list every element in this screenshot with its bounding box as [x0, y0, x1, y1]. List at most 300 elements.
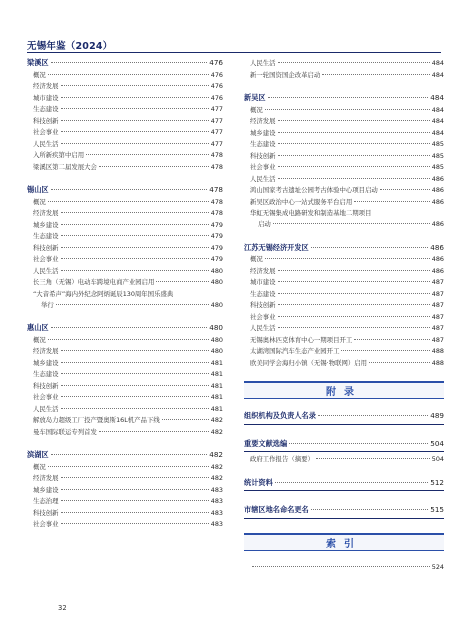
- toc-entry[interactable]: [27, 254, 223, 266]
- page-ref: 476: [210, 82, 223, 90]
- leader-dots: [162, 419, 209, 420]
- leader-dots: [48, 466, 209, 467]
- toc-entry[interactable]: [244, 197, 444, 209]
- toc-entry[interactable]: [244, 266, 444, 278]
- toc-entry[interactable]: [27, 369, 223, 381]
- leader-dots: [61, 235, 209, 236]
- section-title: 新吴区: [244, 93, 266, 102]
- page-ref: 486: [431, 220, 444, 228]
- page-ref: 487: [431, 278, 444, 286]
- toc-section: [27, 185, 223, 311]
- page-ref: 477: [210, 139, 223, 148]
- section-title: 梁溪区: [27, 58, 49, 67]
- entry-label: 经济发展: [33, 347, 59, 355]
- toc-entry-continued[interactable]: [244, 219, 444, 231]
- page-ref: 483: [210, 497, 223, 505]
- section-title: 组织机构及负责人名录: [244, 411, 316, 420]
- leader-dots: [268, 97, 429, 98]
- toc-entry-multiline[interactable]: 华虹无锡集成电路研发和制造基地二期项目: [250, 209, 372, 217]
- section-gap: [244, 521, 444, 533]
- page-ref: 483: [210, 485, 223, 494]
- entry-label: 概况: [33, 70, 46, 79]
- entry-label: 长三角（无锡）电动车跨境电商产业园启用: [33, 278, 155, 286]
- toc-entry[interactable]: [27, 335, 223, 347]
- page-ref: 486: [431, 197, 444, 206]
- leader-dots: [61, 108, 209, 109]
- page-number: 32: [58, 604, 67, 612]
- page-ref: 487: [431, 289, 444, 298]
- leader-dots: [354, 339, 430, 340]
- entry-label: 社会事业: [33, 520, 59, 528]
- leader-dots: [278, 62, 430, 63]
- toc-entry[interactable]: [27, 231, 223, 243]
- section-heading[interactable]: [27, 450, 223, 462]
- leader-dots: [61, 143, 209, 144]
- entry-label: 城乡建设: [250, 128, 276, 137]
- leader-dots: [56, 304, 209, 305]
- leader-dots: [51, 327, 208, 328]
- entry-label: 欧美同学会海归小镇（无锡·物联网）启用: [250, 358, 368, 367]
- leader-dots: [278, 155, 430, 156]
- section-gap: [244, 427, 444, 439]
- toc-entry[interactable]: [27, 346, 223, 358]
- section-rule: [244, 424, 444, 425]
- leader-dots: [61, 85, 209, 86]
- page-ref: 481: [210, 358, 223, 367]
- page-ref: 483: [210, 508, 223, 517]
- section-heading[interactable]: [244, 93, 444, 105]
- leader-dots: [61, 489, 209, 490]
- toc-entry[interactable]: [244, 105, 444, 117]
- page-ref: 488: [431, 358, 444, 367]
- entry-label: 社会事业: [33, 128, 59, 136]
- section-title: 重要文献选编: [244, 438, 288, 448]
- leader-dots: [278, 143, 430, 144]
- leader-dots: [61, 247, 209, 248]
- entry-label: 人民生活: [250, 324, 276, 332]
- page-ref: 487: [431, 301, 444, 309]
- page-ref: 480: [210, 278, 223, 286]
- entry-label: 生态建设: [250, 140, 276, 148]
- leader-dots: [51, 62, 208, 63]
- section-gap: [244, 369, 444, 381]
- section-heading[interactable]: [244, 243, 444, 255]
- toc-entry[interactable]: [27, 127, 223, 139]
- entry-label: 新一轮国资国企改革启动: [250, 70, 321, 79]
- page-ref: 476: [210, 93, 223, 102]
- page-ref: 484: [431, 70, 444, 79]
- section-gap: [27, 311, 223, 323]
- leader-dots: [61, 350, 209, 351]
- leader-dots: [278, 132, 430, 133]
- page-ref: 481: [210, 370, 223, 378]
- page-ref: 512: [430, 477, 444, 487]
- page-ref: 479: [210, 255, 223, 263]
- page-ref: 485: [431, 151, 444, 160]
- section-gap: [244, 231, 444, 243]
- leader-dots: [278, 304, 430, 305]
- leader-dots: [278, 293, 430, 294]
- entry-label: 经济发展: [33, 82, 59, 90]
- leader-dots: [278, 166, 430, 167]
- page-ref: 477: [210, 105, 223, 113]
- section-heading[interactable]: [244, 411, 444, 423]
- leader-dots: [278, 327, 430, 328]
- leader-dots: [156, 281, 208, 282]
- entry-label: 入所新疾第中启用: [33, 151, 85, 159]
- toc-section: [27, 323, 223, 438]
- page-ref: 485: [431, 140, 444, 148]
- toc-entry[interactable]: [27, 70, 223, 82]
- page-ref: 488: [431, 347, 444, 355]
- toc-entry[interactable]: [27, 277, 223, 289]
- page-ref: 478: [210, 162, 223, 171]
- entry-label: 概况: [250, 255, 263, 263]
- appendix-banner: 附录: [244, 381, 444, 399]
- entry-label: 人民生活: [33, 266, 59, 275]
- toc-entry[interactable]: [27, 243, 223, 255]
- leader-dots: [61, 131, 209, 132]
- toc-entry[interactable]: [27, 358, 223, 370]
- leader-dots: [86, 154, 209, 155]
- leader-dots: [380, 189, 430, 190]
- toc-entry[interactable]: [244, 128, 444, 140]
- toc-entry[interactable]: [244, 323, 444, 335]
- leader-dots: [61, 212, 209, 213]
- toc-entry[interactable]: [244, 277, 444, 289]
- leader-dots: [99, 431, 209, 432]
- toc-entry[interactable]: [244, 116, 444, 128]
- entry-label: 经济发展: [250, 266, 276, 275]
- page-ref: 480: [210, 347, 223, 355]
- toc-entry[interactable]: [27, 116, 223, 128]
- section-title: 统计资料: [244, 477, 273, 487]
- page-ref: 483: [210, 520, 223, 528]
- entry-label: 科技创新: [250, 151, 276, 160]
- entry-label: 新吴区政治中心一站式服务平台启用: [250, 197, 353, 206]
- toc-entry[interactable]: [244, 346, 444, 358]
- page-ref: 487: [431, 312, 444, 321]
- section-rule: [244, 490, 444, 491]
- page-ref: 481: [210, 404, 223, 413]
- page-ref: 477: [210, 116, 223, 125]
- leader-dots: [51, 189, 208, 190]
- page-ref: 482: [210, 416, 223, 424]
- entry-label: 人民生活: [250, 59, 276, 67]
- page-ref: 481: [210, 393, 223, 401]
- leader-dots: [273, 223, 430, 224]
- leader-dots: [61, 500, 209, 501]
- page-ref: 486: [431, 186, 444, 194]
- leader-dots: [369, 362, 430, 363]
- entry-label: 经济发展: [33, 209, 59, 217]
- toc-entry[interactable]: [27, 93, 223, 105]
- entry-label: 曼车国际联运专列首发: [33, 427, 97, 436]
- section-title: 滨湖区: [27, 450, 49, 459]
- page-ref: 479: [210, 220, 223, 229]
- page-ref: 476: [209, 58, 223, 67]
- entry-label: 社会事业: [33, 255, 59, 263]
- leader-dots: [61, 373, 209, 374]
- toc-entry[interactable]: [244, 454, 444, 466]
- index-banner: 索引: [244, 533, 444, 551]
- page-ref: 478: [210, 197, 223, 206]
- toc-right-column: [244, 58, 444, 574]
- entry-label: 社会事业: [250, 312, 276, 321]
- appendix-section: [244, 439, 444, 466]
- entry-label: 城市建设: [33, 93, 59, 102]
- toc-entry[interactable]: [27, 150, 223, 162]
- toc-entry[interactable]: [27, 496, 223, 508]
- toc-entry[interactable]: [244, 185, 444, 197]
- page-ref: 480: [210, 300, 223, 309]
- entry-label: 科技创新: [33, 381, 59, 390]
- leader-dots: [61, 258, 209, 259]
- section-title: 市辖区地名命名更名: [244, 505, 309, 514]
- leader-dots: [278, 178, 430, 179]
- toc-entry[interactable]: [27, 266, 223, 278]
- page-ref: 486: [431, 174, 444, 183]
- entry-label: 城乡建设: [33, 220, 59, 229]
- page-ref: 479: [210, 243, 223, 252]
- section-rule: [244, 518, 444, 519]
- section-heading[interactable]: [244, 478, 444, 490]
- section-heading[interactable]: [244, 439, 444, 451]
- toc-entry[interactable]: [244, 139, 444, 151]
- toc-entry[interactable]: [27, 519, 223, 531]
- page-ref: 484: [431, 128, 444, 137]
- page-ref: 482: [210, 462, 223, 471]
- page-ref: 504: [430, 438, 444, 448]
- toc-entry[interactable]: [244, 58, 444, 70]
- section-heading[interactable]: [27, 185, 223, 197]
- section-title: 江苏无锡经济开发区: [244, 242, 309, 252]
- toc-entry[interactable]: [244, 151, 444, 163]
- leader-dots: [48, 201, 209, 202]
- toc-entry-continued[interactable]: [27, 300, 223, 312]
- toc-entry[interactable]: [244, 335, 444, 347]
- entry-label: 经济发展: [33, 474, 59, 482]
- appendix-section: [244, 478, 444, 492]
- leader-dots: [311, 509, 429, 510]
- leader-dots: [61, 270, 209, 271]
- appendix-section: [244, 505, 444, 519]
- toc-entry[interactable]: [27, 473, 223, 485]
- leader-dots: [61, 362, 209, 363]
- page-ref: 484: [431, 117, 444, 125]
- leader-dots: [48, 339, 209, 340]
- toc-entry[interactable]: [27, 462, 223, 474]
- section-gap: [244, 81, 444, 93]
- page-ref: 482: [209, 450, 223, 459]
- entry-label: 人民生活: [33, 404, 59, 413]
- entry-label: 科技创新: [33, 116, 59, 125]
- leader-dots: [318, 415, 428, 416]
- leader-dots: [265, 258, 430, 259]
- entry-label: 无锡奥林匹克体育中心一期项目开工: [250, 335, 353, 344]
- section-gap: [27, 173, 223, 185]
- entry-label: 城乡建设: [33, 485, 59, 494]
- page-ref: 485: [431, 163, 444, 171]
- leader-dots: [316, 458, 430, 459]
- toc-entry[interactable]: [27, 404, 223, 416]
- entry-label: 科技创新: [250, 301, 276, 309]
- page-ref: 480: [209, 323, 223, 332]
- page-ref: 486: [431, 266, 444, 275]
- leader-dots: [61, 385, 209, 386]
- leader-dots: [61, 396, 209, 397]
- entry-label: 生态建设: [33, 232, 59, 240]
- entry-label: 科技创新: [33, 508, 59, 517]
- entry-label: 概况: [33, 335, 46, 344]
- page-ref: 504: [431, 455, 444, 463]
- entry-label: 城乡建设: [33, 358, 59, 367]
- index-entry[interactable]: [244, 563, 444, 575]
- toc-entry[interactable]: [244, 289, 444, 301]
- toc-entry[interactable]: [27, 208, 223, 220]
- entry-label: 城市建设: [250, 278, 276, 286]
- page-ref: 484: [431, 105, 444, 114]
- section-heading[interactable]: [27, 58, 223, 70]
- toc-entry[interactable]: [244, 70, 444, 82]
- page-ref: 486: [431, 255, 444, 263]
- section-gap: [244, 399, 444, 411]
- page-ref: 482: [210, 427, 223, 436]
- page-ref: 478: [210, 209, 223, 217]
- toc-entry[interactable]: [27, 220, 223, 232]
- toc-section: [27, 450, 223, 531]
- toc-entry[interactable]: [27, 415, 223, 427]
- section-gap: [27, 438, 223, 450]
- toc-entry[interactable]: [27, 81, 223, 93]
- entry-label: 鸿山国家考古遗址公园考古体验中心项目启动: [250, 186, 378, 194]
- leader-dots: [289, 443, 428, 444]
- entry-label: 生态建设: [33, 370, 59, 378]
- page-ref: 478: [210, 151, 223, 159]
- entry-label: 人民生活: [250, 174, 276, 183]
- toc-entry[interactable]: [244, 358, 444, 370]
- toc-entry[interactable]: [27, 485, 223, 497]
- leader-dots: [278, 281, 430, 282]
- section-heading[interactable]: [244, 505, 444, 517]
- leader-dots: [341, 350, 429, 351]
- toc-entry[interactable]: [244, 254, 444, 266]
- page-ref: 515: [430, 505, 444, 514]
- toc-entry[interactable]: [27, 162, 223, 174]
- entry-label: 人民生活: [33, 139, 59, 148]
- leader-dots: [322, 74, 430, 75]
- toc-entry[interactable]: [244, 312, 444, 324]
- toc-entry[interactable]: [27, 427, 223, 439]
- header-rule: [27, 52, 441, 53]
- toc-entry[interactable]: [27, 197, 223, 209]
- section-rule: [244, 451, 444, 452]
- leader-dots: [311, 247, 429, 248]
- leader-dots: [275, 482, 429, 483]
- entry-label: 社会事业: [250, 163, 276, 171]
- leader-dots: [278, 316, 430, 317]
- entry-label: 社会事业: [33, 393, 59, 401]
- toc-entry[interactable]: [244, 174, 444, 186]
- page-ref: 480: [210, 266, 223, 275]
- section-gap: [244, 493, 444, 505]
- leader-dots: [354, 201, 430, 202]
- leader-dots: [61, 512, 209, 513]
- entry-label: 概况: [250, 105, 263, 114]
- entry-label: 概况: [33, 462, 46, 471]
- leader-dots: [278, 270, 430, 271]
- appendix-section: [244, 411, 444, 425]
- leader-dots: [61, 120, 209, 121]
- entry-label: 解放岛力超级工厂投产暨奥斯16L机产品下线: [33, 416, 160, 424]
- toc-section: [27, 58, 223, 173]
- leader-dots: [61, 97, 209, 98]
- header-title: 无锡年鉴（2024）: [27, 41, 113, 52]
- entry-label: 生态建设: [250, 289, 276, 298]
- entry-label: 举行: [41, 300, 54, 309]
- page-ref: 484: [430, 93, 444, 102]
- page-ref: 486: [430, 242, 444, 252]
- page-ref: 487: [431, 335, 444, 344]
- entry-label: 启动: [258, 220, 271, 228]
- toc-entry[interactable]: [27, 392, 223, 404]
- page-ref: 476: [210, 70, 223, 79]
- leader-dots: [61, 523, 209, 524]
- section-heading[interactable]: [27, 323, 223, 335]
- toc-entry[interactable]: [27, 508, 223, 520]
- toc-left-column: [27, 58, 223, 531]
- section-title: 锡山区: [27, 185, 49, 194]
- leader-dots: [51, 454, 208, 455]
- page-ref: 480: [210, 335, 223, 344]
- entry-label: 生态建设: [33, 105, 59, 113]
- section-gap: [244, 551, 444, 563]
- page-ref: 484: [431, 59, 444, 67]
- toc-entry[interactable]: [27, 139, 223, 151]
- page-ref: 489: [430, 411, 444, 420]
- page-ref: 482: [210, 474, 223, 482]
- page-ref: 479: [210, 232, 223, 240]
- section-gap: [244, 466, 444, 478]
- entry-label: 科技创新: [33, 243, 59, 252]
- entry-label: 政府工作报告（摘要）: [250, 455, 314, 463]
- entry-label: 太湖湾国际汽车生态产业园开工: [250, 347, 340, 355]
- page-ref: 477: [210, 128, 223, 136]
- leader-dots: [61, 408, 209, 409]
- toc-entry[interactable]: [27, 104, 223, 116]
- toc-section: [244, 243, 444, 370]
- page-ref: 481: [210, 381, 223, 390]
- entry-label: 经济发展: [250, 117, 276, 125]
- leader-dots: [265, 109, 430, 110]
- entry-label: 生态治理: [33, 497, 59, 505]
- leader-dots: [61, 224, 209, 225]
- toc-entry[interactable]: [244, 162, 444, 174]
- leader-dots: [278, 120, 430, 121]
- leader-dots: [99, 166, 209, 167]
- page-ref: 524: [431, 562, 444, 571]
- toc-entry[interactable]: [27, 381, 223, 393]
- toc-section: [244, 93, 444, 231]
- section-title: 惠山区: [27, 323, 49, 332]
- toc-entry-multiline[interactable]: “大音希声”海内外纪念阿炳诞辰130周年国乐盛典: [33, 289, 174, 298]
- page-ref: 478: [209, 185, 223, 194]
- entry-label: 梁溪区第二届发展大会: [33, 162, 97, 171]
- toc-entry[interactable]: [244, 300, 444, 312]
- leader-dots: [61, 477, 209, 478]
- leader-dots: [48, 74, 209, 75]
- entry-label: 概况: [33, 197, 46, 206]
